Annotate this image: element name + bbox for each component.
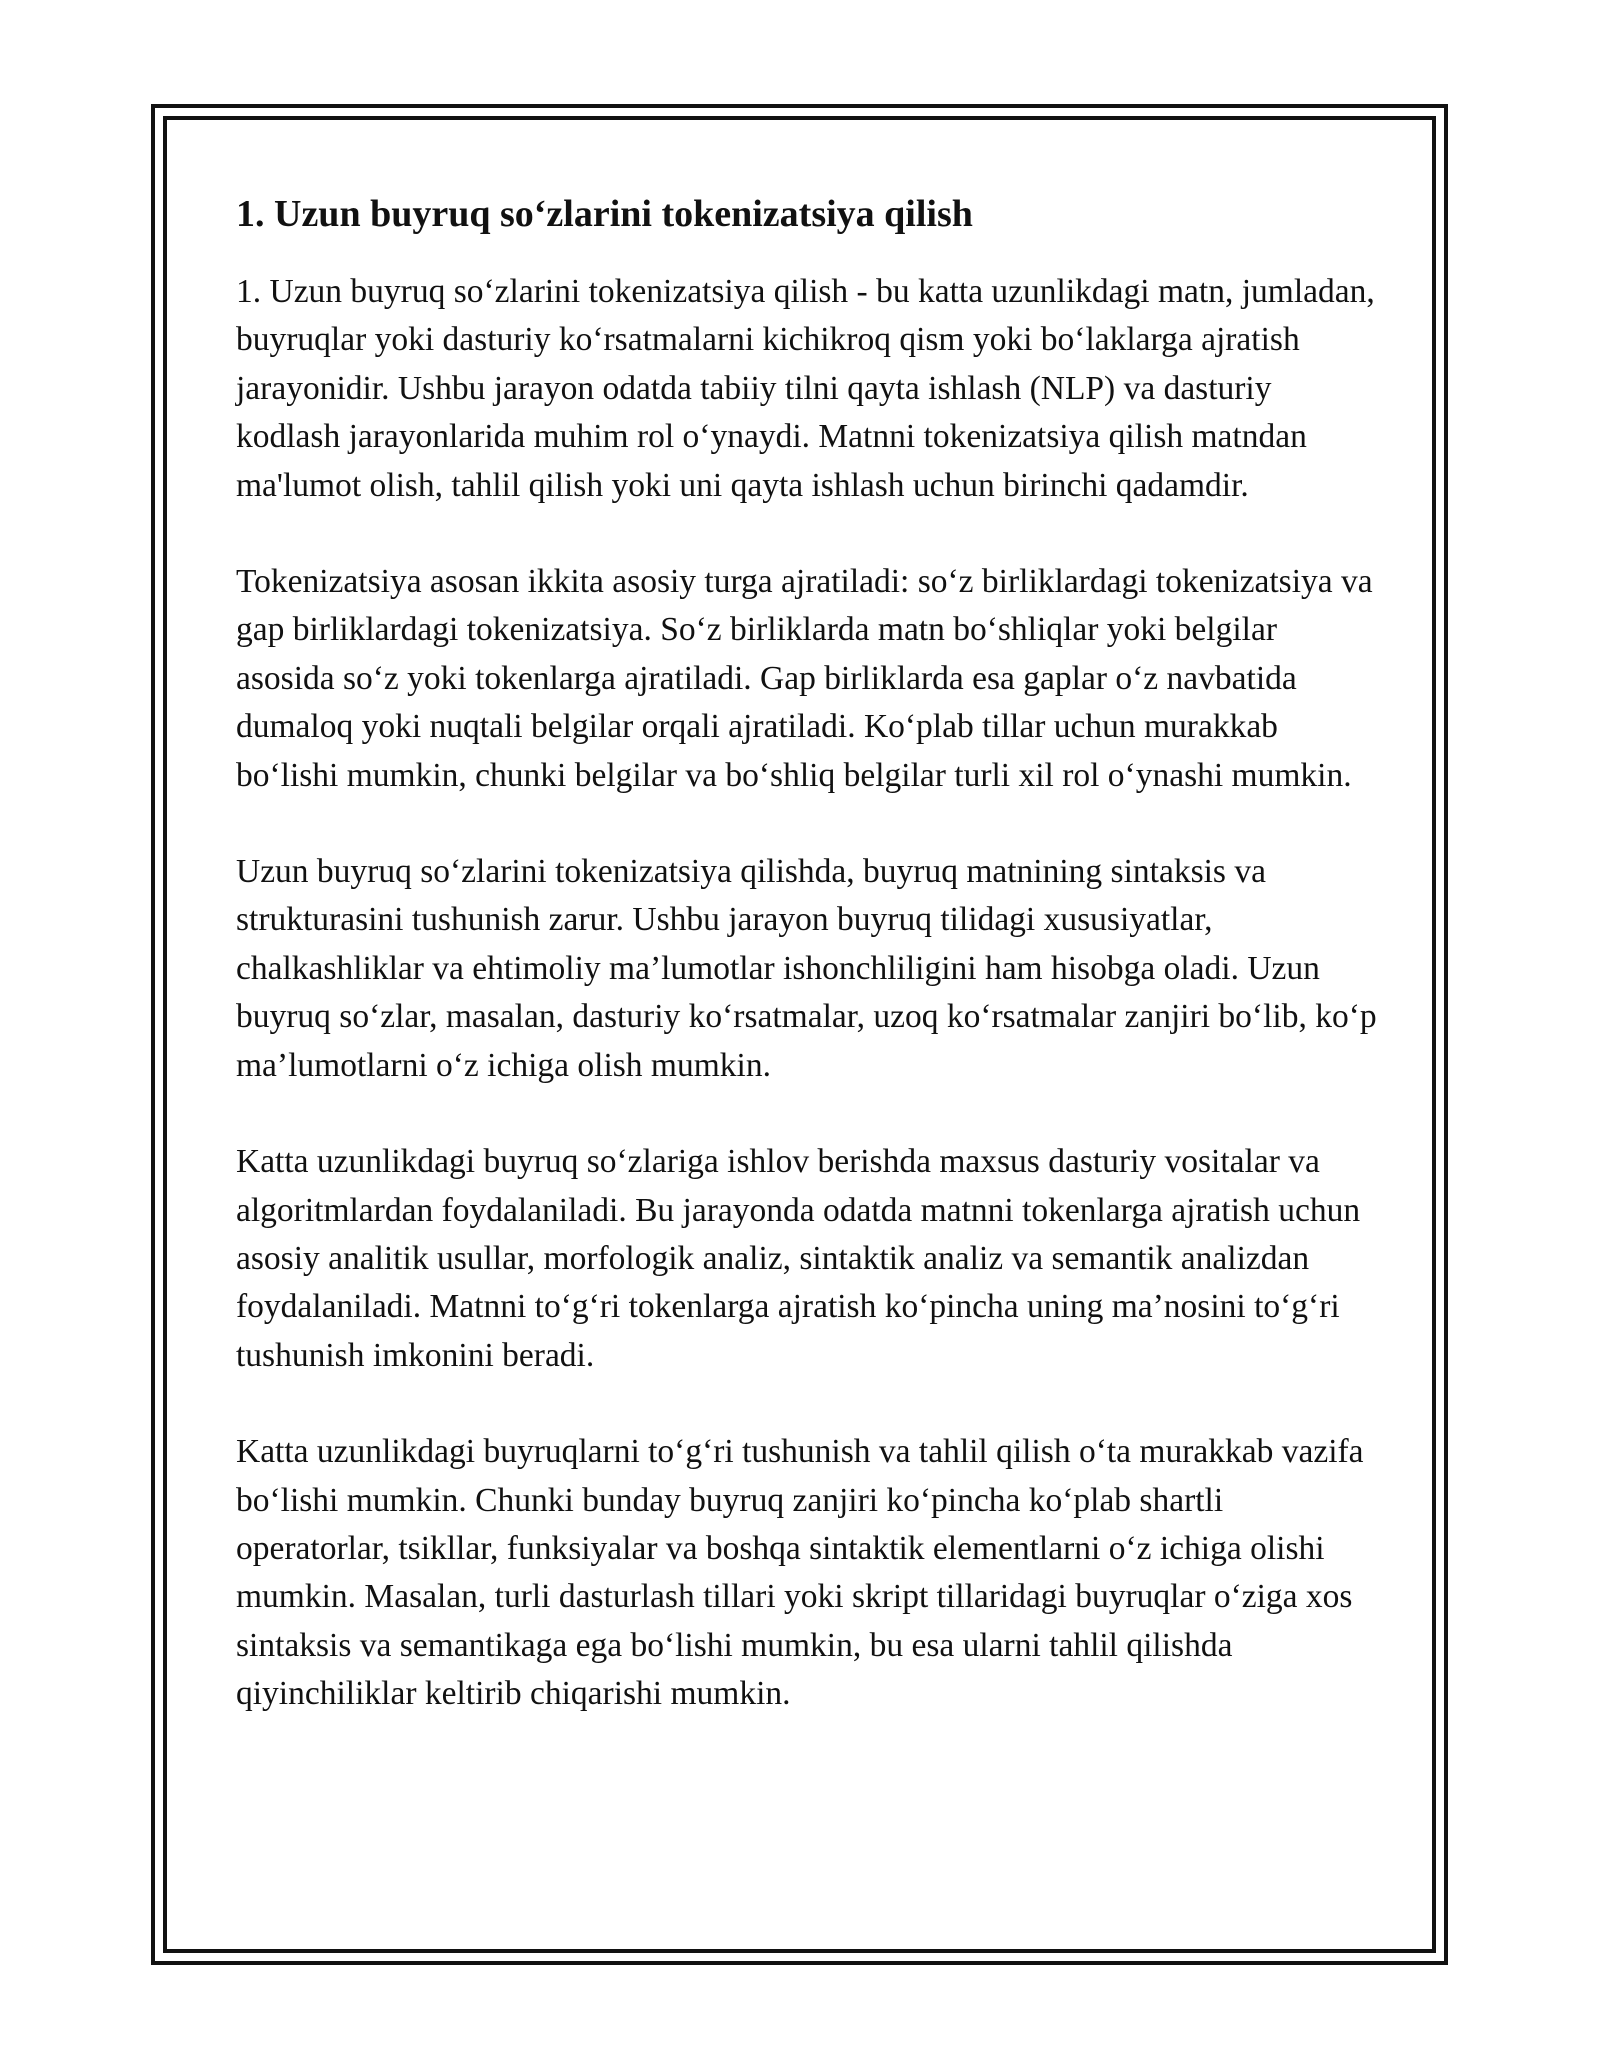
paragraph-1: 1. Uzun buyruq so‘zlarini tokenizatsiya qilish - bu katta uzunlikdagi matn, jumladan, buyruqlar yoki dasturiy ko‘rsatmalarni kichikroq qism yoki bo‘laklarga ajratish jarayonidir. Ushbu jarayon odatda tabiiy tilni qayta ishlash (NLP) va dasturiy kodlash jarayonlarida muhim rol o‘ynaydi. Matnni tokenizatsiya qilish matndan ma'lumot olish, tahlil qilish yoki uni qayta ishlash uchun birinchi qadamdir.: [236, 273, 1375, 504]
paragraph-3: Uzun buyruq so‘zlarini tokenizatsiya qilishda, buyruq matnining sintaksis va strukturasini tushunish zarur. Ushbu jarayon buyruq tilidagi xususiyatlar, chalkashliklar va ehtimoliy ma’lumotlar ishonchliligini ham hisobga oladi. Uzun buyruq so‘zlar, masalan, dasturiy ko‘rsatmalar, uzoq ko‘rsatmalar zanjiri bo‘lib, ko‘p ma’lumotlarni o‘z ichiga olish mumkin.: [236, 853, 1377, 1084]
document-title: 1. Uzun buyruq so‘zlarini tokenizatsiya qilish: [236, 193, 973, 235]
paragraph-4: Katta uzunlikdagi buyruq so‘zlariga ishlov berishda maxsus dasturiy vositalar va algoritmlardan foydalaniladi. Bu jarayonda odatda matnni tokenlarga ajratish uchun asosiy analitik usullar, morfologik analiz, sintaktik analiz va semantik analizdan foydalaniladi. Matnni to‘g‘ri tokenlarga ajratish ko‘pincha uning ma’nosini to‘g‘ri tushunish imkonini beradi.: [236, 1143, 1361, 1374]
document-body: [236, 186, 1381, 1719]
paragraph-5: Katta uzunlikdagi buyruqlarni to‘g‘ri tushunish va tahlil qilish o‘ta murakkab vazifa bo‘lishi mumkin. Chunki bunday buyruq zanjiri ko‘pincha ko‘plab shartli operatorlar, tsikllar, funksiyalar va boshqa sintaktik elementlarni o‘z ichiga olishi mumkin. Masalan, turli dasturlash tillari yoki skript tillaridagi buyruqlar o‘ziga xos sintaksis va semantikaga ega bo‘lishi mumkin, bu esa ularni tahlil qilishda qiyinchiliklar keltirib chiqarishi mumkin.: [236, 1433, 1364, 1713]
paragraph-2: Tokenizatsiya asosan ikkita asosiy turga ajratiladi: so‘z birliklardagi tokenizatsiya va gap birliklardagi tokenizatsiya. So‘z birliklarda matn bo‘shliqlar yoki belgilar asosida so‘z yoki tokenlarga ajratiladi. Gap birliklarda esa gaplar o‘z navbatida dumaloq yoki nuqtali belgilar orqali ajratiladi. Ko‘plab tillar uchun murakkab bo‘lishi mumkin, chunki belgilar va bo‘shliq belgilar turli xil rol o‘ynashi mumkin.: [236, 563, 1373, 794]
